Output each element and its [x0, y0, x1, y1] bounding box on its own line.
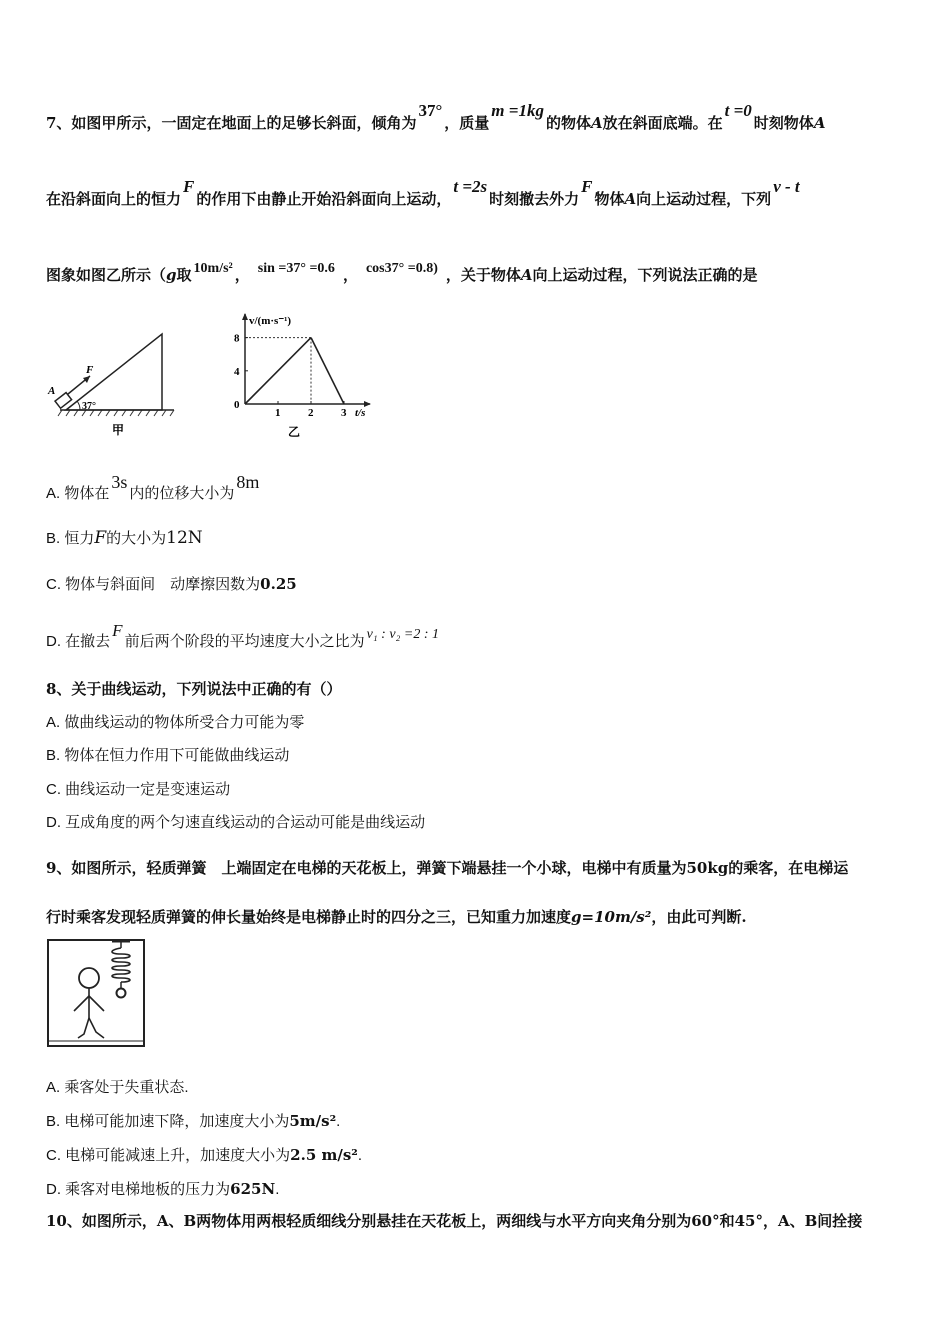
q9-text: 9、如图所示，轻质弹簧 上端固定在电梯的天花板上，弹簧下端悬挂一个小球，电梯中有质量为	[46, 859, 687, 877]
mass-value: m =1kg	[491, 101, 544, 120]
q7-line1	[46, 101, 826, 133]
q7-text: A	[590, 114, 603, 132]
q10-text: A、B	[156, 1212, 197, 1230]
q7-option-a	[46, 472, 261, 503]
option-text: 前后两个阶段的平均速度大小之比为	[124, 633, 365, 650]
q10-line1	[46, 1210, 862, 1231]
y-axis-label: v/(m·s⁻¹)	[249, 315, 292, 327]
y-tick-label: 0	[234, 399, 240, 411]
option-value: 12N	[166, 528, 203, 548]
q10-text: 60°和45°，A、B	[691, 1212, 818, 1230]
q10-text: 10、如图所示，	[46, 1212, 157, 1230]
q9-option-c	[46, 1144, 362, 1165]
q7-text: 向上运动过程，下列说法正确的是	[532, 266, 758, 284]
x-axis-label: t/s	[355, 407, 366, 419]
q7-text: 取	[176, 266, 192, 284]
force-symbol: F	[183, 177, 195, 196]
q7-text: 的物体	[545, 114, 591, 132]
q7-text: 的作用下由静止开始沿斜面向上运动，	[196, 190, 452, 208]
block-label: A	[48, 385, 56, 397]
option-text: D. 在撤去	[46, 633, 111, 650]
figure-label-yi: 乙	[288, 425, 301, 439]
option-text: .	[336, 1113, 341, 1130]
series-segment	[245, 338, 311, 404]
q7-line3	[46, 261, 758, 285]
q9-g: g=10m/s²	[571, 908, 652, 926]
option-text: C. 电梯可能减速上升，加速度大小为	[46, 1147, 291, 1164]
option-text: .	[357, 1147, 363, 1164]
option-value: 0.25	[260, 575, 297, 593]
q7-text: 时刻撤去外力	[489, 190, 580, 208]
q9-mass: 50kg	[686, 859, 729, 877]
q7-option-c	[46, 573, 297, 594]
q7-text: ，质量	[444, 114, 490, 132]
q7-line2	[46, 177, 802, 209]
x-tick-label: 3	[341, 407, 347, 419]
option-text: A. 乘客处于失重状态.	[46, 1079, 189, 1096]
option-text: B. 恒力	[46, 530, 95, 547]
option-text: D. 乘客对电梯地板的压力为	[46, 1181, 231, 1198]
angle-37: 37°	[418, 101, 443, 120]
q8-option-a: A. 做曲线运动的物体所受合力可能为零	[46, 714, 305, 731]
force-label: F	[86, 364, 94, 376]
force-symbol: F	[581, 177, 593, 196]
option-value: 5m/s²	[289, 1112, 337, 1130]
cos-value: cos37° =0.8)	[365, 261, 438, 276]
force-symbol: F	[112, 621, 123, 640]
q9-line2	[46, 906, 747, 927]
q7-text: 在沿斜面向上的恒力	[46, 190, 182, 208]
option-text: .	[275, 1181, 280, 1198]
x-tick-label: 1	[275, 407, 281, 419]
angle-label: 37°	[82, 401, 96, 412]
y-tick-label: 8	[234, 332, 240, 345]
option-value: 2.5 m/s²	[290, 1146, 358, 1164]
vt-symbol: v - t	[773, 177, 800, 196]
q7-text: g	[166, 266, 177, 284]
q9-option-a	[46, 1076, 189, 1097]
q8-stem: 8、关于曲线运动，下列说法中正确的有（）	[46, 680, 342, 698]
force-symbol: F	[94, 528, 107, 548]
option-value: 8m	[236, 472, 260, 492]
q7-option-d	[46, 621, 441, 651]
q7-text: 时刻物体	[753, 114, 814, 132]
option-value: 3s	[111, 472, 128, 492]
q7-text: A	[520, 266, 533, 284]
q10-text: 间拴接	[817, 1212, 863, 1230]
t0-value: t =0	[724, 101, 752, 120]
t2-value: t =2s	[453, 177, 488, 196]
option-value: v₁ : v₂ =2 : 1	[366, 627, 440, 642]
option-text: 内的位移大小为	[129, 485, 235, 502]
q7-text: 放在斜面底端。在	[602, 114, 723, 132]
q7-text: A	[813, 114, 826, 132]
q9-text: ，由此可判断.	[651, 908, 747, 926]
y-tick-label: 4	[234, 365, 240, 378]
option-text: B. 电梯可能加速下降，加速度大小为	[46, 1113, 290, 1130]
q7-option-b	[46, 527, 203, 548]
option-text: C. 物体与斜面间 动摩擦因数为	[46, 576, 261, 593]
figure-vt-graph	[225, 310, 385, 442]
q7-text: ，关于物体	[445, 266, 521, 284]
q7-text: 物体	[594, 190, 625, 208]
figure-elevator	[46, 938, 150, 1050]
q9-text: 的乘客，在电梯运	[728, 859, 849, 877]
q8-option-c: C. 曲线运动一定是变速运动	[46, 781, 231, 798]
q8-option-b: B. 物体在恒力作用下可能做曲线运动	[46, 747, 290, 764]
q9-text: 行时乘客发现轻质弹簧的伸长量始终是电梯静止时的四分之三，已知重力加速度	[46, 908, 572, 926]
g-value: 10m/s²	[193, 261, 233, 276]
q9-option-b	[46, 1110, 340, 1131]
q7-text: ，	[234, 266, 250, 284]
q10-text: 两物体用两根轻质细线分别悬挂在天花板上，两细线与水平方向夹角分别为	[196, 1212, 692, 1230]
q7-text: ，	[342, 266, 358, 284]
sin-value: sin =37° =0.6	[257, 261, 335, 276]
x-tick-label: 2	[308, 407, 314, 419]
q9-option-d	[46, 1178, 279, 1199]
figure-incline	[46, 312, 186, 442]
option-text: A. 物体在	[46, 485, 110, 502]
option-text: 的大小为	[106, 530, 167, 547]
figure-label-jia: 甲	[112, 423, 125, 437]
q9-line1	[46, 857, 848, 878]
q7-text: 图象如图乙所示（	[46, 266, 167, 284]
q7-text: A	[624, 190, 637, 208]
option-value: 625N	[230, 1180, 276, 1198]
q7-text: 7、如图甲所示，一固定在地面上的足够长斜面，倾角为	[46, 114, 417, 132]
q8-option-d: D. 互成角度的两个匀速直线运动的合运动可能是曲线运动	[46, 814, 426, 831]
q7-text: 向上运动过程，下列	[636, 190, 772, 208]
series-segment	[311, 338, 344, 404]
